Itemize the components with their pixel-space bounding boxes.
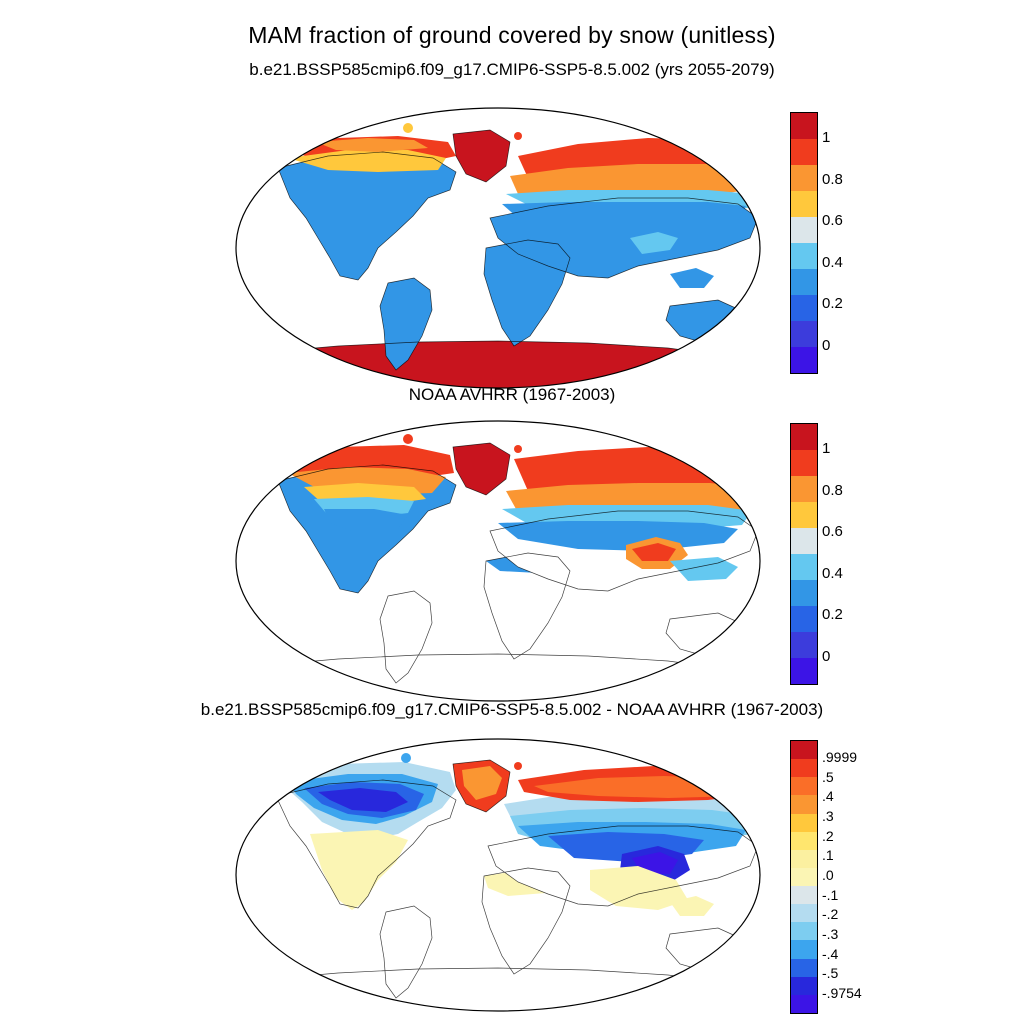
- panel-title-observations: NOAA AVHRR (1967-2003): [408, 385, 616, 404]
- map-model: [218, 98, 778, 398]
- colorbar-tick-label: 0.2: [822, 606, 843, 624]
- colorbar-segment: [791, 554, 817, 580]
- colorbar-tick-label: 0.6: [822, 523, 843, 541]
- colorbar-tick-label: 0.4: [822, 564, 843, 582]
- colorbar-tick-label: .2: [822, 827, 834, 844]
- colorbar-model: [790, 112, 818, 374]
- colorbar-segment: [791, 868, 817, 886]
- colorbar-segment: [791, 795, 817, 813]
- colorbar-tick-label: 1: [822, 129, 831, 146]
- colorbar-tick-label: .1: [822, 847, 834, 864]
- colorbar-segment: [791, 269, 817, 295]
- colorbar-tick-label: .3: [822, 808, 834, 825]
- colorbar-segment: [791, 759, 817, 777]
- map-difference: [218, 730, 778, 1020]
- colorbar-segment: [791, 886, 817, 904]
- colorbar-tick-label: -.5: [822, 965, 839, 982]
- colorbar-segment: [791, 347, 817, 373]
- colorbar-tick-label: 0: [822, 337, 831, 354]
- map-observations: [218, 411, 778, 711]
- colorbar-difference: [790, 740, 818, 1014]
- colorbar-segment: [791, 940, 817, 958]
- colorbar-observations: [790, 423, 818, 685]
- colorbar-segment: [791, 424, 817, 450]
- colorbar-segment: [791, 632, 817, 658]
- colorbar-segment: [791, 959, 817, 977]
- colorbar-segment: [791, 113, 817, 139]
- colorbar-segment: [791, 139, 817, 165]
- panel-title-difference: b.e21.BSSP585cmip6.f09_g17.CMIP6-SSP5-8.5.002 - NOAA AVHRR (1967-2003): [200, 700, 824, 719]
- colorbar-segment: [791, 995, 817, 1013]
- colorbar-segment: [791, 321, 817, 347]
- colorbar-tick-label: 0.8: [822, 481, 843, 499]
- colorbar-tick-label: 0.8: [822, 170, 843, 188]
- colorbar-segment: [791, 814, 817, 832]
- colorbar-segment: [791, 777, 817, 795]
- colorbar-segment: [791, 580, 817, 606]
- colorbar-tick-label: .0: [822, 867, 834, 883]
- colorbar-segment: [791, 476, 817, 502]
- colorbar-segment: [791, 850, 817, 868]
- colorbar-tick-label: 0.6: [822, 212, 843, 230]
- colorbar-segment: [791, 165, 817, 191]
- colorbar-segment: [791, 606, 817, 632]
- colorbar-tick-label: .4: [822, 788, 834, 805]
- colorbar-segment: [791, 658, 817, 684]
- colorbar-tick-label: 0.2: [822, 295, 843, 313]
- panel-title-model: b.e21.BSSP585cmip6.f09_g17.CMIP6-SSP5-8.5.002 (yrs 2055-2079): [249, 60, 775, 79]
- colorbar-segment: [791, 243, 817, 269]
- colorbar-segment: [791, 528, 817, 554]
- colorbar-segment: [791, 217, 817, 243]
- figure-title: MAM fraction of ground covered by snow (unitless): [248, 22, 776, 48]
- colorbar-segment: [791, 450, 817, 476]
- colorbar-segment: [791, 904, 817, 922]
- colorbar-tick-label: .9999: [822, 749, 858, 766]
- colorbar-tick-label: -.2: [822, 906, 839, 923]
- map-svg-difference: [218, 730, 778, 1020]
- colorbar-segment: [791, 295, 817, 321]
- colorbar-segment: [791, 191, 817, 217]
- colorbar-segment: [791, 832, 817, 850]
- panel-observations: [0, 385, 1024, 705]
- colorbar-tick-label: -.9754: [822, 984, 862, 1001]
- colorbar-segment: [791, 502, 817, 528]
- colorbar-tick-label: 0.4: [822, 253, 843, 271]
- colorbar-tick-label: 1: [822, 440, 831, 457]
- colorbar-tick-label: -.4: [822, 945, 839, 962]
- map-svg-observations: [218, 411, 778, 711]
- panel-model: [0, 60, 1024, 390]
- colorbar-segment: [791, 977, 817, 995]
- map-svg-model: [218, 98, 778, 398]
- panel-difference: [0, 700, 1024, 1024]
- colorbar-tick-label: .5: [822, 768, 834, 785]
- colorbar-segment: [791, 741, 817, 759]
- colorbar-tick-label: 0: [822, 648, 831, 665]
- colorbar-tick-label: -.3: [822, 925, 839, 942]
- colorbar-segment: [791, 922, 817, 940]
- colorbar-tick-label: -.1: [822, 886, 839, 903]
